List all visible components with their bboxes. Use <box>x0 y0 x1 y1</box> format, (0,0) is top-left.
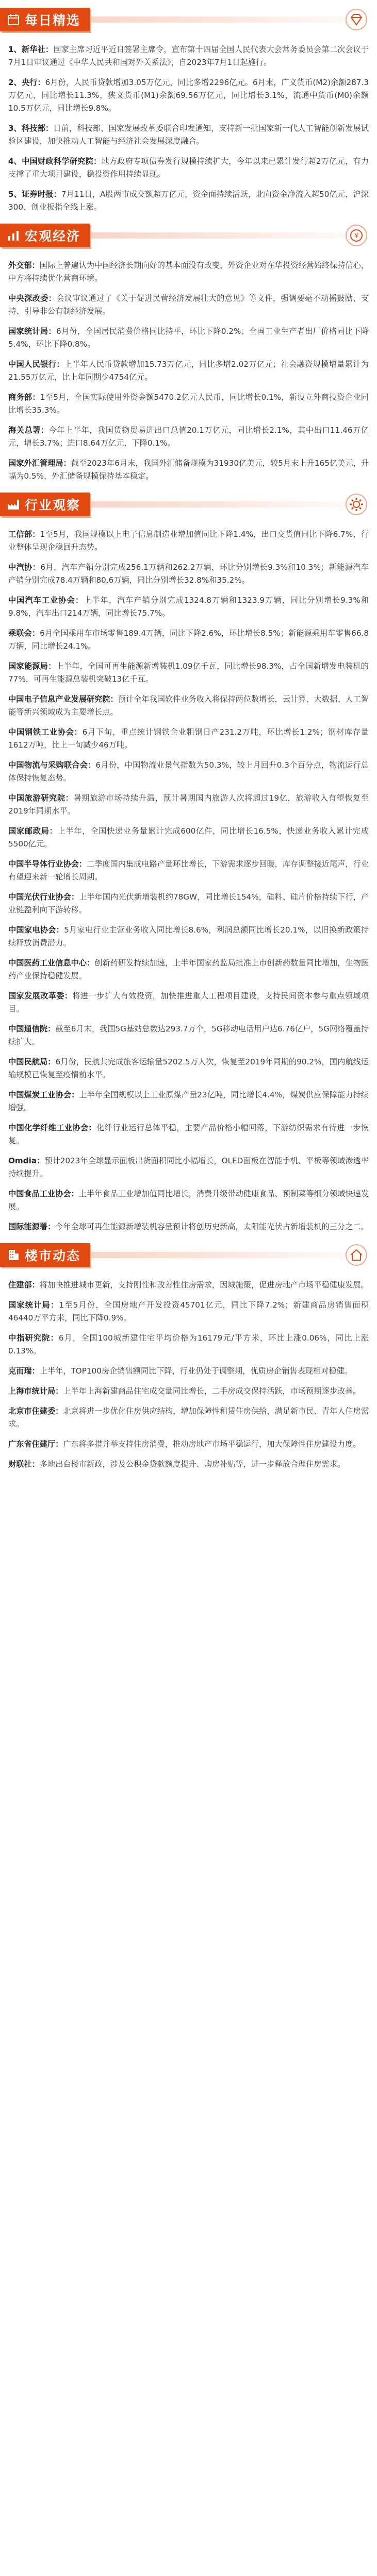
news-item <box>0 1279 377 1292</box>
news-item <box>0 1365 377 1378</box>
item-source: 中国化学纤维工业协会： <box>8 1123 96 1132</box>
section-header-industry <box>0 490 377 519</box>
item-source: 国家邮政局： <box>8 826 58 836</box>
page <box>0 5 377 1493</box>
item-text: 地方政府专项债券发行规模持续扩大，今年以来已累计发行超2万亿元，有力支撑了重大项目建设，稳投资作用持续显现。 <box>8 157 369 179</box>
item-source: 商务部： <box>8 393 40 402</box>
item-source: 中央深改委： <box>8 294 57 303</box>
news-item <box>0 188 377 214</box>
news-item <box>0 1221 377 1233</box>
item-text: 广东将多措并举支持住房消费，推动房地产市场平稳运行，加大保障性住房建设力度。 <box>63 1439 361 1449</box>
news-item <box>0 759 377 785</box>
item-text: 6月份，民航共完成旅客运输量5202.5万人次，恢复至2019年同期的90.2%，国内航线运输规模已恢复至疫情前水平。 <box>8 1057 369 1079</box>
item-source: 中国通信院： <box>8 1024 56 1033</box>
item-text: 预计全年我国软件业务收入将保持两位数增长，云计算、大数据、人工智能等新兴领域成为主要增长点。 <box>8 694 369 717</box>
news-item <box>0 726 377 752</box>
news-item <box>0 990 377 1015</box>
item-source: 中国医药工业信息中心： <box>8 958 95 968</box>
news-item <box>0 561 377 587</box>
news-item <box>0 122 377 148</box>
item-source: 上海市统计局： <box>8 1386 63 1396</box>
item-text: 6月份，中国物流业景气指数为50.3%，较上月回升0.3个百分点，物流运行总体保持恢复态势。 <box>8 760 369 783</box>
news-item <box>0 825 377 851</box>
diamond-icon <box>345 8 368 31</box>
item-text: 6月份，人民币贷款增加3.05万亿元，同比多增2296亿元。6月末，广义货币(M2)余额287.3万亿元，同比增长11.3%，狭义货币(M1)余额69.56万亿元，同比增长3.1%，流通中货币(M0)余额10.5万亿元，同比增长9.8%。 <box>8 78 369 113</box>
item-source: 中国家电协会： <box>8 925 64 935</box>
item-source: 中国电子信息产业发展研究院： <box>8 694 118 704</box>
item-source: 国家统计局： <box>8 1300 59 1310</box>
house-icon <box>345 1244 368 1266</box>
daily-list <box>0 43 377 214</box>
item-source: 乘联会： <box>8 629 40 638</box>
item-text: 将加快推进城市更新，支持刚性和改善性住房需求，因城施策，促进房地产市场平稳健康发展。 <box>39 1280 369 1290</box>
item-text: 5月家电行业主营业务收入同比增长8.6%，利润总额同比增长20.1%，以旧换新政策持续释放消费潜力。 <box>8 925 369 947</box>
item-number: 2、 <box>8 78 22 87</box>
news-item <box>0 1188 377 1213</box>
item-text: 1至5月份，全国房地产开发投资45701亿元，同比下降7.2%；新建商品房销售面积46440万平方米，同比下降0.9%。 <box>8 1300 369 1323</box>
news-item <box>0 1458 377 1471</box>
item-text: 截至2023年6月末，我国外汇储备规模为31930亿美元，较5月末上升165亿美元，升幅为0.5%，外汇储备规模保持基本稳定。 <box>8 459 369 481</box>
news-item <box>0 358 377 384</box>
item-source: 中国民航局： <box>8 1057 56 1066</box>
item-source: 中国旅游研究院： <box>8 793 74 803</box>
item-text: 北京将进一步优化住房供应结构，增加保障性租赁住房供给，满足新市民、青年人住房需求。 <box>8 1406 369 1429</box>
item-source: 中国半导体行业协会： <box>8 859 87 869</box>
news-item <box>0 660 377 686</box>
section-title-daily: 每日精选 <box>25 13 81 28</box>
item-text: 今年全球可再生能源新增装机容量预计将创历史新高，太阳能光伏占新增装机的三分之二。 <box>55 1222 369 1231</box>
coin-icon <box>345 224 368 247</box>
news-item <box>0 957 377 982</box>
news-item <box>0 43 377 69</box>
news-item <box>0 1332 377 1358</box>
gear-icon <box>345 493 368 516</box>
news-item <box>0 325 377 351</box>
section-header-macro <box>0 221 377 250</box>
item-text: 上半年人民币贷款增加15.73万亿元，同比多增2.02万亿元；社会融资规模增量累计为21.55万亿元，比上年同期少4754亿元。 <box>8 360 369 382</box>
item-text: 国家主席习近平近日签署主席令，宣布第十四届全国人民代表大会常务委员会第二次会议于7月1日审议通过《中华人民共和国对外关系法》，自2023年7月1日起施行。 <box>8 45 369 67</box>
item-text: 上半年国内光伏新增装机约78GW，同比增长154%，硅料、硅片价格持续下行，产业链盈利向下游转移。 <box>8 892 369 914</box>
item-text: 6月下旬，重点统计钢铁企业粗钢日产231.2万吨，环比增长1.2%；钢材库存量1612万吨，比上一旬减少46万吨。 <box>8 727 369 750</box>
item-source: Omdia： <box>8 1156 45 1165</box>
item-text: 预计2023年全球显示面板出货面积同比小幅增长，OLED面板在智能手机、平板等领域渗透率持续提升。 <box>8 1156 369 1178</box>
item-text: 多地出台楼市新政，涉及公积金贷款额度提升、购房补贴等，进一步释放合理住房需求。 <box>39 1460 346 1469</box>
news-item <box>0 1089 377 1114</box>
item-source: 科技部： <box>21 124 54 133</box>
section-tag <box>0 493 90 516</box>
item-text: 6月，汽车产销分别完成256.1万辆和262.2万辆，环比分别增长9.3%和10.3%；新能源汽车产销分别完成78.4万辆和80.6万辆，同比分别增长32.8%和35.2%。 <box>8 563 369 585</box>
section-header-property <box>0 1241 377 1269</box>
news-item <box>0 858 377 884</box>
item-text: 上半年，TOP100房企销售额同比下降，行业仍处于调整期，优质房企销售表现相对稳健。 <box>39 1366 352 1376</box>
news-item <box>0 259 377 285</box>
section-tag <box>0 8 90 31</box>
item-text: 今年上半年，我国货物贸易进出口总值20.1万亿元，同比增长2.1%，其中出口11.46万亿元，增长3.7%；进口8.64万亿元，下降0.1%。 <box>8 426 369 448</box>
item-text: 上半年，全国可再生能源新增装机1.09亿千瓦，同比增长98.3%，占全国新增发电装机的77%，可再生能源总装机突破13亿千瓦。 <box>8 662 369 684</box>
factory-icon <box>6 497 21 512</box>
item-text: 6月份，全国居民消费价格同比持平，环比下降0.2%；全国工业生产者出厂价格同比下降5.4%，环比下降0.8%。 <box>8 327 369 349</box>
item-text: 暑期旅游市场持续升温，预计暑期国内旅游人次将超过19亿，旅游收入有望恢复至2019年同期水平。 <box>8 793 369 816</box>
item-source: 工信部： <box>8 530 40 539</box>
item-source: 中国煤炭工业协会： <box>8 1090 79 1099</box>
item-source: 海关总署： <box>8 426 49 435</box>
svg-text:¥: ¥ <box>354 232 359 240</box>
item-text: 创新药研发持续加速，上半年国家药监局批准上市创新药数量同比增加，生物医药产业保持稳健发展。 <box>8 958 369 980</box>
property-list <box>0 1279 377 1471</box>
news-item <box>0 424 377 450</box>
chart-icon <box>6 228 21 243</box>
item-text: 上半年全国规模以上工业原煤产量23亿吨，同比增长4.4%，煤炭供应保障能力持续增强。 <box>8 1090 369 1112</box>
item-source: 新华社： <box>21 45 54 54</box>
item-text: 1至5月，我国规模以上电子信息制造业增加值同比下降1.4%，出口交货值同比下降6.7%，行业整体呈现企稳回升态势。 <box>8 530 369 552</box>
item-source: 央行： <box>21 78 45 87</box>
item-text: 7月11日，A股两市成交额超万亿元，资金面持续活跃，北向资金净流入超50亿元，沪深300、创业板指全线上涨。 <box>8 190 369 212</box>
item-source: 财联社： <box>8 1460 40 1469</box>
item-source: 国家统计局： <box>8 327 56 336</box>
item-source: 广东省住建厅： <box>8 1439 63 1449</box>
item-text: 国际上普遍认为中国经济长期向好的基本面没有改变，外资企业对在华投资经营始终保持信心，中方将持续优化营商环境。 <box>8 261 369 283</box>
industry-list <box>0 528 377 1233</box>
item-text: 二季度国内集成电路产量环比增长，下游需求逐步回暖，库存调整接近尾声，行业有望迎来新一轮增长周期。 <box>8 859 369 882</box>
news-item <box>0 1122 377 1147</box>
news-item <box>0 1155 377 1180</box>
news-item <box>0 292 377 318</box>
item-text: 上半年上海新建商品住宅成交量同比增长，二手房成交保持活跃，市场预期逐步改善。 <box>63 1386 361 1396</box>
section-tag <box>0 1243 90 1267</box>
item-source: 国家能源局： <box>8 662 56 671</box>
news-item <box>0 891 377 917</box>
item-source: 中国人民银行： <box>8 360 64 369</box>
section-tag <box>0 224 90 247</box>
news-item <box>0 457 377 483</box>
news-item <box>0 1405 377 1431</box>
item-number: 5、 <box>8 190 22 199</box>
item-source: 国际能源署： <box>8 1222 56 1231</box>
item-text: 日前，科技部、国家发展改革委联合印发通知，支持新一批国家新一代人工智能创新发展试验区建设，加快推动人工智能与经济社会发展深度融合。 <box>8 124 369 146</box>
item-text: 1至5月，全国实际使用外资金额5470.2亿元人民币，同比增长0.1%，新设立外商投资企业同比增长35.3%。 <box>8 393 369 415</box>
news-item <box>0 1023 377 1048</box>
item-source: 中国汽车工业协会： <box>8 596 84 605</box>
item-source: 国家发展改革委： <box>8 991 73 1001</box>
item-source: 中指研究院： <box>8 1333 59 1343</box>
news-item <box>0 1385 377 1398</box>
news-item <box>0 155 377 181</box>
news-item <box>0 924 377 950</box>
item-source: 中国钢铁工业协会： <box>8 727 83 737</box>
building-icon <box>6 1248 21 1262</box>
item-number: 3、 <box>8 124 22 133</box>
item-text: 会议审议通过了《关于促进民营经济发展壮大的意见》等文件，强调要毫不动摇鼓励、支持、引导非公有制经济发展。 <box>8 294 369 316</box>
item-source: 外交部： <box>8 261 40 270</box>
item-text: 上半年食品工业增加值同比增长，消费升级带动健康食品、预制菜等细分领域快速发展。 <box>8 1189 369 1211</box>
news-item <box>0 76 377 115</box>
item-source: 证券时报： <box>22 190 61 199</box>
news-item <box>0 594 377 620</box>
item-text: 上半年，汽车产销分别完成1324.8万辆和1323.9万辆，同比分别增长9.3%和9.8%，汽车出口214万辆，同比增长75.7%。 <box>8 596 369 618</box>
news-item <box>0 391 377 417</box>
item-source: 克而瑞： <box>8 1366 40 1376</box>
section-header-daily <box>0 5 377 34</box>
item-source: 中国食品工业协会： <box>8 1189 79 1198</box>
news-item <box>0 1299 377 1325</box>
item-text: 化纤行业运行总体平稳，主要产品价格小幅回落，下游纺织需求有待进一步恢复。 <box>8 1123 369 1145</box>
item-text: 将进一步扩大有效投资，加快推进重大工程项目建设，支持民间资本参与重点领域项目。 <box>8 991 369 1013</box>
item-text: 上半年，全国快递业务量累计完成600亿件，同比增长16.5%，快递业务收入累计完成5500亿元。 <box>8 826 369 849</box>
news-item <box>0 627 377 653</box>
section-title-macro: 宏观经济 <box>25 229 81 244</box>
news-item <box>0 792 377 818</box>
calendar-icon <box>6 12 21 27</box>
item-number: 4、 <box>8 157 22 166</box>
item-source: 中国光伏行业协会： <box>8 892 79 902</box>
item-source: 中国财政科学研究院： <box>22 157 102 166</box>
section-title-property: 楼市动态 <box>25 1248 81 1263</box>
item-text: 6月全国乘用车市场零售189.4万辆，同比下降2.6%，环比增长8.5%；新能源乘用车零售66.8万辆，同比增长24.1%。 <box>8 629 369 651</box>
news-item <box>0 693 377 719</box>
item-text: 截至6月末，我国5G基站总数达293.7万个，5G移动电话用户达6.76亿户，5G网络覆盖持续扩大。 <box>8 1024 369 1046</box>
item-source: 中汽协： <box>8 563 41 572</box>
item-source: 住建部： <box>8 1280 40 1290</box>
item-source: 北京市住建委： <box>8 1406 63 1416</box>
item-source: 国家外汇管理局： <box>8 459 71 468</box>
news-item <box>0 528 377 554</box>
section-title-industry: 行业观察 <box>25 498 81 513</box>
macro-list <box>0 259 377 483</box>
item-text: 6月，全国100城新建住宅平均价格为16179元/平方米，环比上涨0.06%，同比上涨0.13%。 <box>8 1333 369 1355</box>
news-item <box>0 1438 377 1451</box>
item-source: 中国物流与采购联合会： <box>8 760 96 770</box>
item-number: 1、 <box>8 45 22 54</box>
news-item <box>0 1056 377 1081</box>
